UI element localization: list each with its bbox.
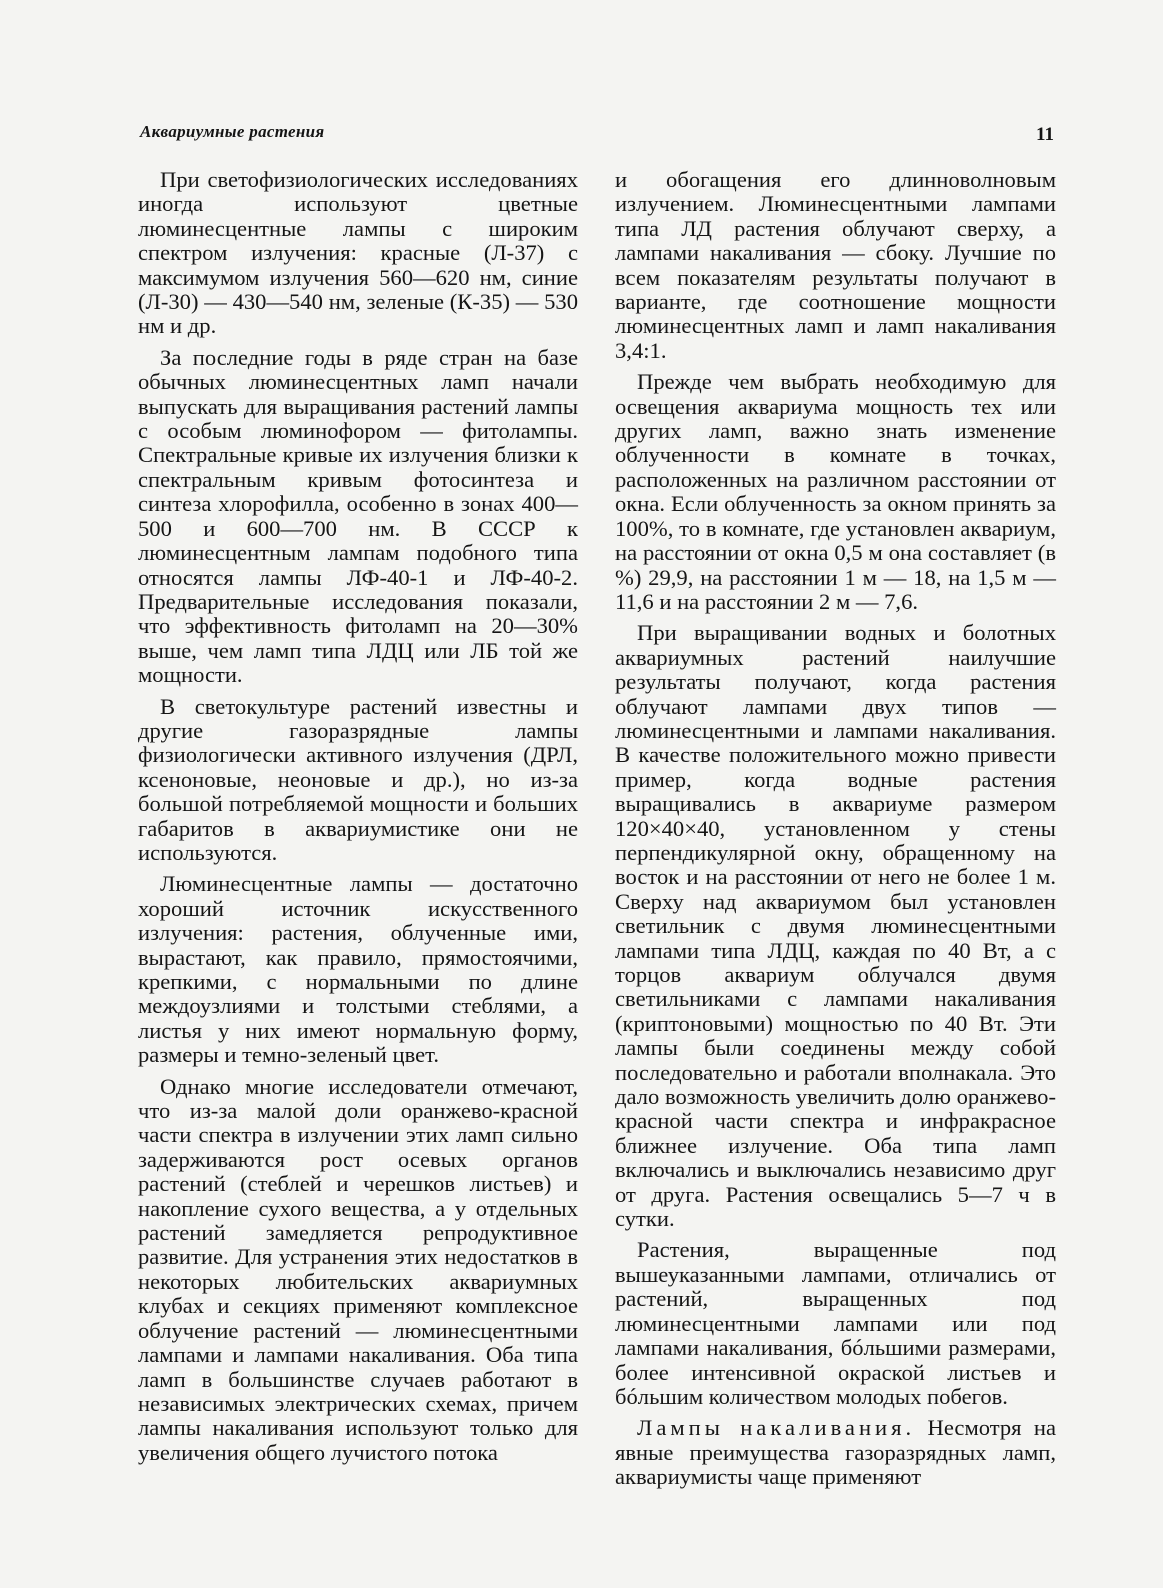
section-heading: Лампы накаливания. bbox=[637, 1415, 916, 1441]
paragraph: Люминесцентные лампы — достаточно хороший источник искусственного излучения: растения, облученные ими, вырастают, как правило, прямостоячими, крепкими, с нормальными по длине междоузлиями и толстыми стеблями, а листья у них имеют нормальную форму, размеры и темно-зеленый цвет. bbox=[138, 871, 578, 1068]
running-title: Аквариумные растения bbox=[140, 122, 325, 141]
paragraph-continued: и обогащения его длинноволновым излучением. Люминесцентными лампами типа ЛД растения облучают сверху, а лампами накаливания — сбоку. Лучшие по всем показателям результаты получают в варианте, где соотношение мощности люминесцентных ламп и ламп накаливания 3,4:1. bbox=[615, 167, 1056, 363]
paragraph: Однако многие исследователи отмечают, что из-за малой доли оранжево-красной части спектра в излучении этих ламп сильно задерживаются рост осевых органов растений (стеблей и черешков листьев) и накопление сухого вещества, а у отдельных растений замедляется репродуктивное развитие. Для устранения этих недостатков в некоторых любительских аквариумных клубах и секциях применяют комплексное облучение растений — люминесцентными лампами и лампами накаливания. Оба типа ламп в большинстве случаев работают в независимых электрических схемах, причем лампы накаливания используют только для увеличения общего лучистого потока bbox=[138, 1073, 578, 1465]
page-number: 11 bbox=[1036, 124, 1054, 145]
paragraph: Растения, выращенные под вышеуказанными лампами, отличались от растений, выращенных под люминесцентными лампами или под лампами накаливания, бóльшими размерами, более интенсивной окраской листьев и бóльшим количеством молодых побегов. bbox=[615, 1237, 1056, 1409]
section-text: Несмотря на явные преимущества газоразрядных ламп, аквариумисты чаще применяют bbox=[615, 1415, 1056, 1490]
paragraph: При светофизиологических исследованиях иногда используют цветные люминесцентные лампы с широким спектром излучения: красные (Л-37) с максимумом излучения 560—620 нм, синие (Л-30) — 430—540 нм, зеленые (К-35) — 530 нм и др. bbox=[138, 167, 578, 339]
paragraph: При выращивании водных и болотных аквариумных растений наилучшие результаты получают, когда растения облучают лампами двух типов — люминесцентными и лампами накаливания. В качестве положительного можно привести пример, когда водные растения выращивались в аквариуме размером 120×40×40, установленном у стены перпендикулярной окну, обращенному на восток и на расстоянии от него не более 1 м. Сверху над аквариумом был установлен светильник с двумя люминесцентными лампами типа ЛДЦ, каждая по 40 Вт, а с торцов аквариум облучался двумя светильниками с лампами накаливания (криптоновыми) мощностью по 40 Вт. Эти лампы были соединены между собой последовательно и работали вполнакала. Это дало возможность увеличить долю оранжево-красной части спектра и инфракрасное ближнее излучение. Оба типа ламп включались и выключались независимо друг от друга. Растения освещались 5—7 ч в сутки. bbox=[615, 620, 1056, 1232]
right-column bbox=[615, 168, 1056, 1490]
paragraph: В светокультуре растений известны и другие газоразрядные лампы физиологически активного излучения (ДРЛ, ксеноновые, неоновые и др.), но из-за большой потребляемой мощности и больших габаритов в аквариумистике они не используются. bbox=[138, 693, 578, 865]
paragraph: Прежде чем выбрать необходимую для освещения аквариума мощность тех или других ламп, важно знать изменение облученности в комнате в точках, расположенных на различном расстоянии от окна. Если облученность за окном принять за 100%, то в комнате, где установлен аквариум, на расстоянии от окна 0,5 м она составляет (в %) 29,9, на расстоянии 1 м — 18, на 1,5 м — 11,6 и на расстоянии 2 м — 7,6. bbox=[615, 369, 1056, 614]
section-paragraph bbox=[615, 1416, 1056, 1489]
left-column bbox=[138, 168, 578, 1465]
paragraph: За последние годы в ряде стран на базе обычных люминесцентных ламп начали выпускать для выращивания растений лампы с особым люминофором — фитолампы. Спектральные кривые их излучения близки к спектральным кривым фотосинтеза и синтеза хлорофилла, особенно в зонах 400—500 и 600—700 нм. В СССР к люминесцентным лампам подобного типа относятся лампы ЛФ-40-1 и ЛФ-40-2. Предварительные исследования показали, что эффективность фитоламп на 20—30% выше, чем ламп типа ЛДЦ или ЛБ той же мощности. bbox=[138, 344, 578, 688]
